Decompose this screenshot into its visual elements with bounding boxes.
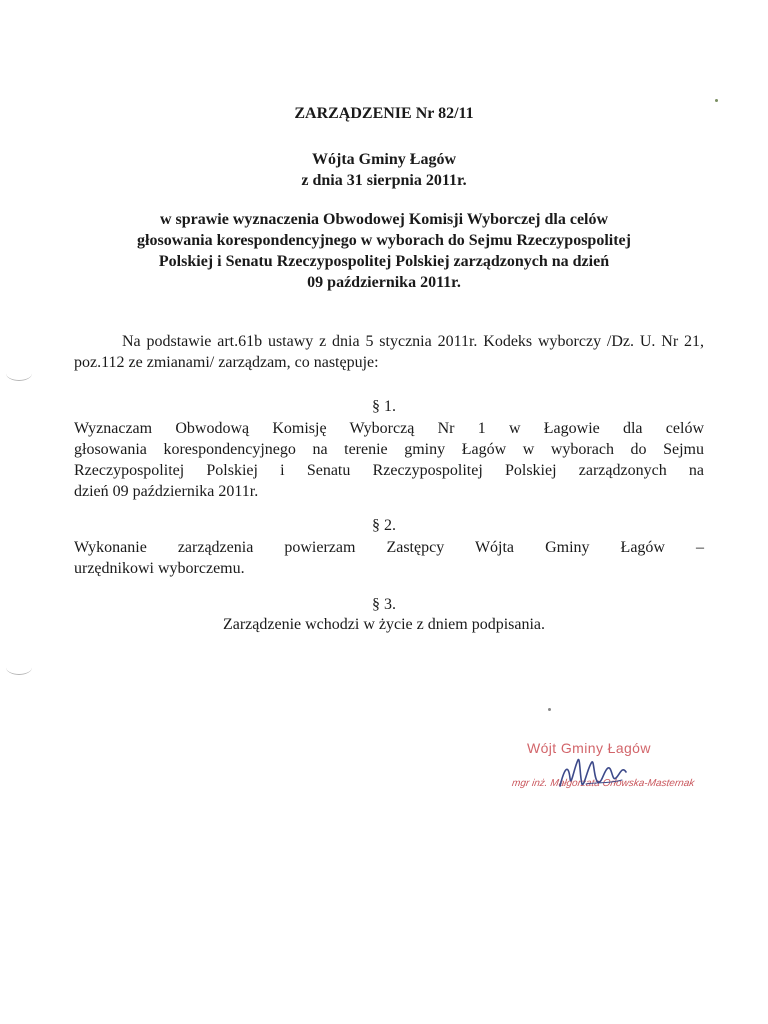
document-title: ZARZĄDZENIE Nr 82/11: [294, 105, 474, 122]
punch-hole-mark: [6, 366, 32, 381]
section-3-text: Zarządzenie wchodzi w życie z dniem podpisania.: [222, 616, 546, 633]
stamp-name: mgr inż. Małgorzata Orłowska-Masternak: [511, 778, 696, 789]
subject-line: głosowania korespondencyjnego w wyborach do Sejmu Rzeczypospolitej: [137, 232, 631, 249]
section-2-text: [74, 537, 704, 579]
subject-line: 09 października 2011r.: [307, 274, 461, 291]
section-2-mark: § 2.: [372, 517, 396, 534]
scan-speck: [715, 99, 718, 102]
section-line: urzędnikowi wyborczemu.: [74, 560, 245, 577]
issue-date: z dnia 31 sierpnia 2011r.: [301, 172, 467, 189]
section-1-text: [74, 418, 704, 502]
stamp-title: Wójt Gminy Łagów: [527, 740, 651, 756]
handwritten-signature: [556, 748, 636, 798]
authority-name: Wójta Gminy Łagów: [312, 151, 456, 168]
subject-line: Polskiej i Senatu Rzeczypospolitej Polskiej zarządzonych na dzień: [158, 253, 610, 270]
section-line: Rzeczypospolitej Polskiej i Senatu Rzeczypospolitej Polskiej zarządzonych na: [74, 462, 704, 479]
section-3-mark: § 3.: [372, 596, 396, 613]
section-line: głosowania korespondencyjnego na terenie gminy Łagów w wyborach do Sejmu: [74, 441, 704, 458]
legal-basis-paragraph: Na podstawie art.61b ustawy z dnia 5 stycznia 2011r. Kodeks wyborczy /Dz. U. Nr 21, poz.112 ze zmianami/ zarządzam, co następuje:: [74, 333, 704, 371]
issuing-authority: [0, 149, 768, 191]
section-line: Wyznaczam Obwodową Komisję Wyborczą Nr 1 w Łagowie dla celów: [74, 420, 704, 437]
section-1-mark: § 1.: [372, 398, 396, 415]
section-line: dzień 09 października 2011r.: [74, 483, 259, 500]
scan-speck: [548, 708, 551, 711]
punch-hole-mark: [6, 660, 32, 675]
section-line: Wykonanie zarządzenia powierzam Zastępcy Wójta Gminy Łagów –: [74, 539, 704, 556]
document-subject: [0, 209, 768, 293]
subject-line: w sprawie wyznaczenia Obwodowej Komisji Wyborczej dla celów: [159, 211, 609, 228]
